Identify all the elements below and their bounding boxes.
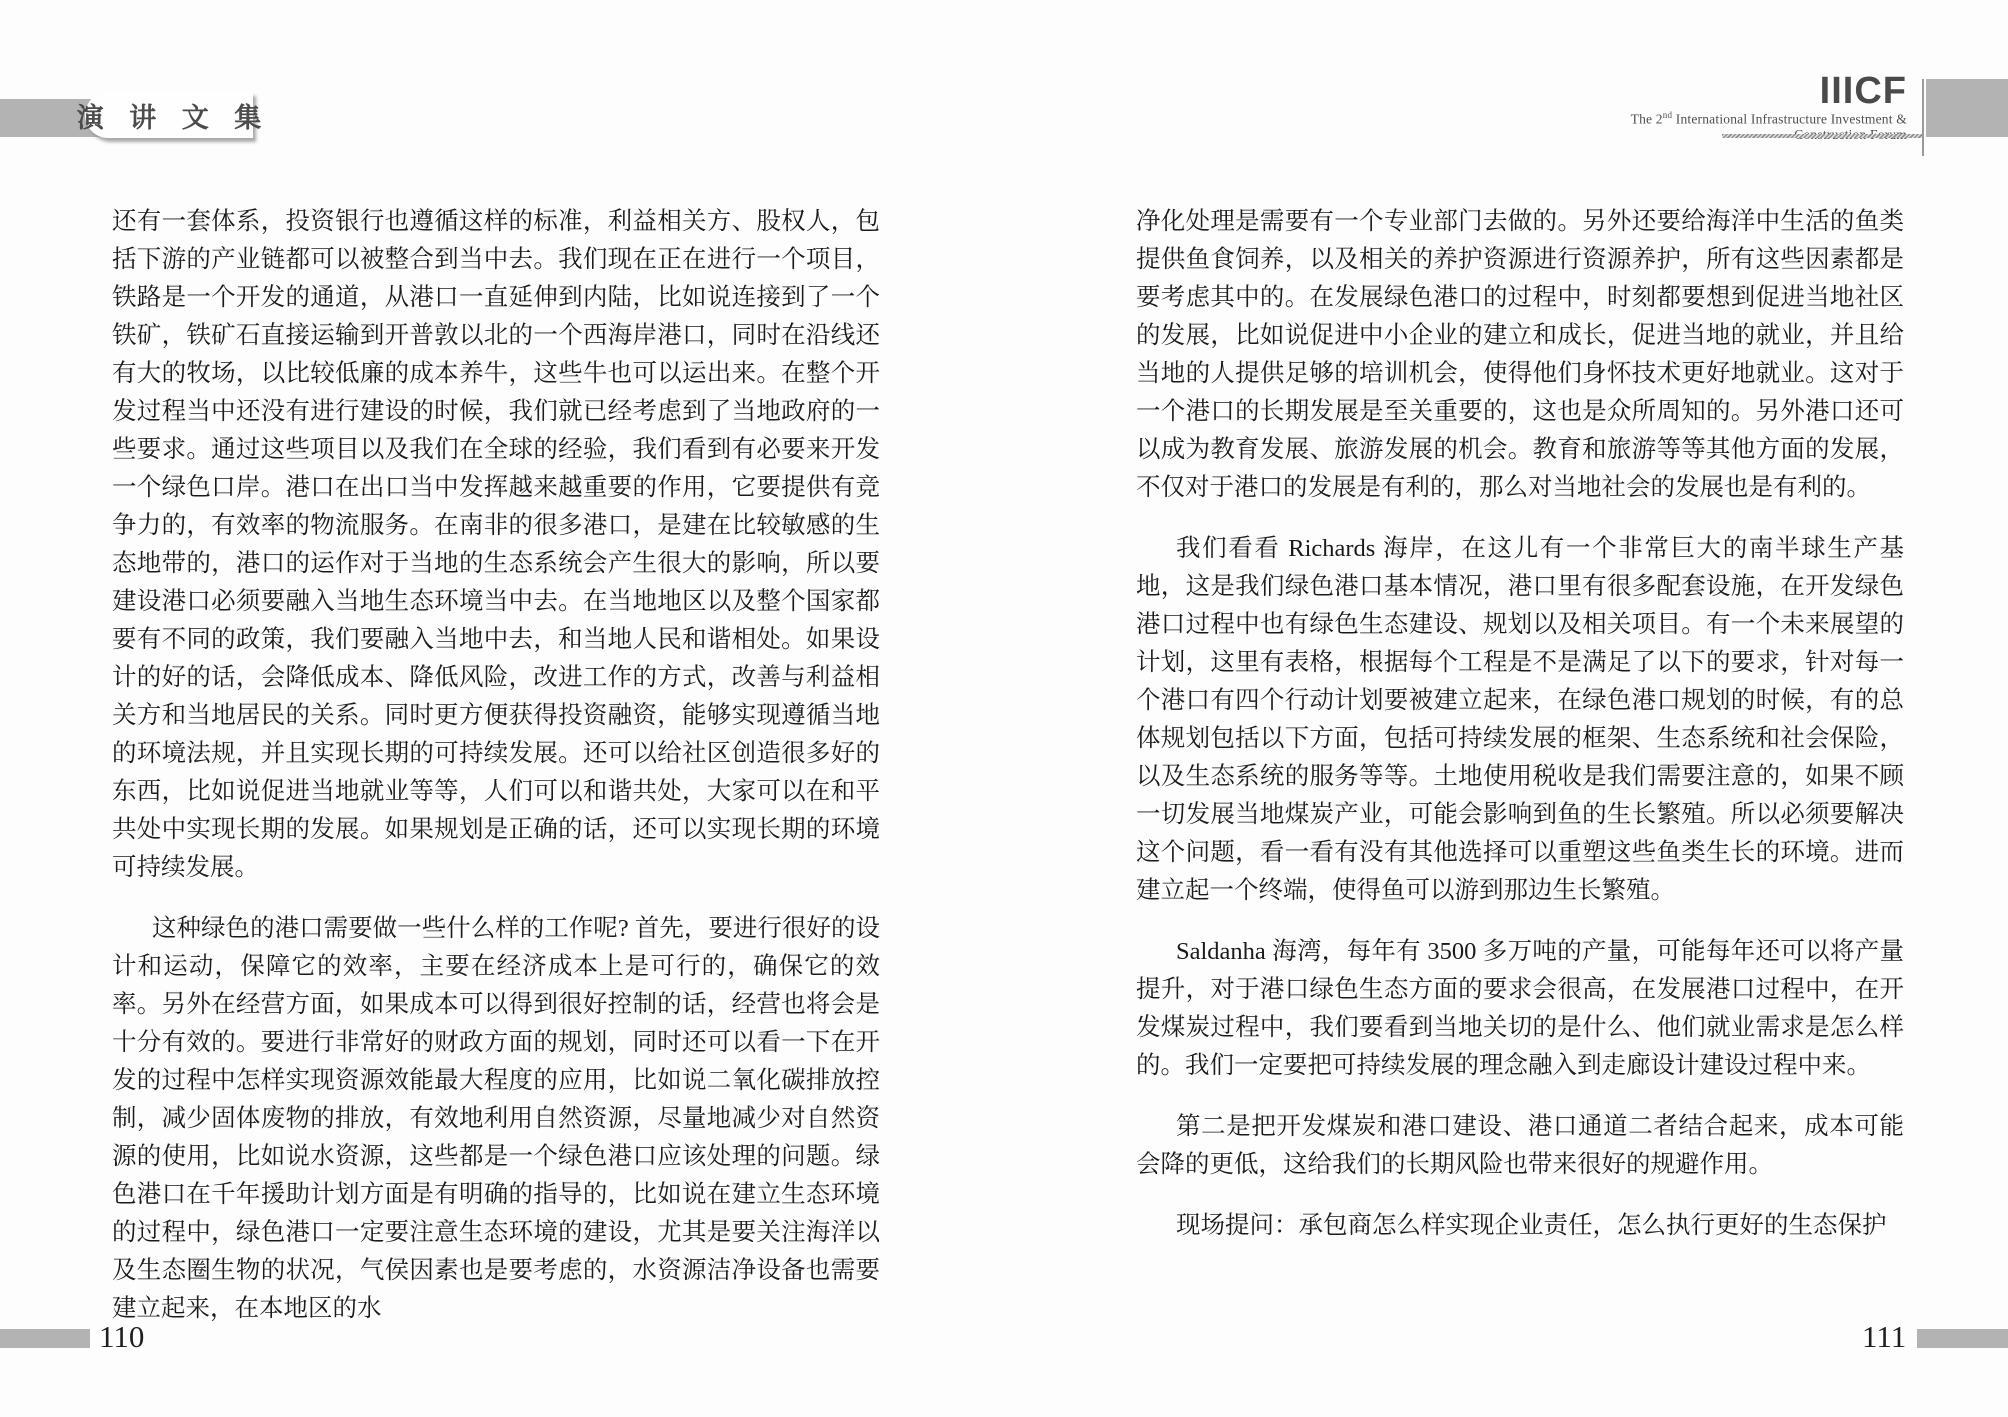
paragraph: 还有一套体系，投资银行也遵循这样的标准，利益相关方、股权人，包括下游的产业链都可以被整合到当中去。我们现在正在进行一个项目，铁路是一个开发的通道，从港口一直延伸到内陆，比如说连接到了一个铁矿，铁矿石直接运输到开普敦以北的一个西海岸港口，同时在沿线还有大的牧场，以比较低廉的成本养牛，这些牛也可以运出来。在整个开发过程当中还没有进行建设的时候，我们就已经考虑到了当地政府的一些要求。通过这些项目以及我们在全球的经验，我们看到有必要来开发一个绿色口岸。港口在出口当中发挥越来越重要的作用，它要提供有竞争力的，有效率的物流服务。在南非的很多港口，是建在比较敏感的生态地带的，港口的运作对于当地的生态系统会产生很大的影响，所以要建设港口必须要融入当地生态环境当中去。在当地地区以及整个国家都要有不同的政策，我们要融入当地中去，和当地人民和谐相处。如果设计的好的话，会降低成本、降低风险，改进工作的方式，改善与利益相关方和当地居民的关系。同时更方便获得投资融资，能够实现遵循当地的环境法规，并且实现长期的可持续发展。还可以给社区创造很多好的东西，比如说促进当地就业等等，人们可以和谐共处，大家可以在和平共处中实现长期的发展。如果规划是正确的话，还可以实现长期的环境可持续发展。: [112, 208, 880, 881]
page-title: 演 讲 文 集: [76, 102, 271, 133]
paragraph: 第二是把开发煤炭和港口建设、港口通道二者结合起来，成本可能会降的更低，这给我们的长期风险也带来很好的规避作用。: [1136, 1113, 1904, 1178]
logo-underline-rule: [1722, 134, 1923, 138]
iiicf-logo-text: IIICF: [1819, 70, 1907, 112]
logo-subtitle-superscript: nd: [1662, 110, 1673, 120]
iiicf-logo: [1630, 70, 1907, 143]
right-page-text-column: [1136, 203, 1904, 1245]
left-page-text-column: [112, 203, 880, 1328]
right-header-band: [1926, 79, 2008, 137]
paragraph: 我们看看 Richards 海岸，在这儿有一个非常巨大的南半球生产基地，这是我们绿色港口基本情况，港口里有很多配套设施，在开发绿色港口过程中也有绿色生态建设、规划以及相关项目。有一个未来展望的计划，这里有表格，根据每个工程是不是满足了以下的要求，针对每一个港口有四个行动计划要被建立起来，在绿色港口规划的时候，有的总体规划包括以下方面，包括可持续发展的框架、生态系统和社会保险，以及生态系统的服务等等。土地使用税收是我们需要注意的，如果不顾一切发展当地煤炭产业，可能会影响到鱼的生长繁殖。所以必须要解决这个问题，看一看有没有其他选择可以重塑这些鱼类生长的环境。进而建立起一个终端，使得鱼可以游到那边生长繁殖。: [1136, 535, 1904, 904]
left-header-title-pill: [76, 92, 271, 138]
right-footer-band: [1917, 1329, 2008, 1348]
left-footer-band: [0, 1329, 90, 1348]
paragraph: 现场提问：承包商怎么样实现企业责任，怎么执行更好的生态保护: [1176, 1212, 1887, 1239]
paragraph: 这种绿色的港口需要做一些什么样的工作呢? 首先，要进行很好的设计和运动，保障它的效率，主要在经济成本上是可行的，确保它的效率。另外在经营方面，如果成本可以得到很好控制的话，经营也将会是十分有效的。要进行非常好的财政方面的规划，同时还可以看一下在开发的过程中怎样实现资源效能最大程度的应用，比如说二氧化碳排放控制，减少固体废物的排放，有效地利用自然资源，尽量地减少对自然资源的使用，比如说水资源，这些都是一个绿色港口应该处理的问题。绿色港口在千年援助计划方面是有明确的指导的，比如说在建立生态环境的过程中，绿色港口一定要注意生态环境的建设，尤其是要关注海洋以及生态圈生物的状况，气侯因素也是要考虑的，水资源洁净设备也需要建立起来，在本地区的水: [112, 915, 880, 1322]
logo-vertical-rule: [1922, 79, 1924, 156]
left-page-number: 110: [99, 1319, 145, 1354]
paragraph: 净化处理是需要有一个专业部门去做的。另外还要给海洋中生活的鱼类提供鱼食饲养，以及相关的养护资源进行资源养护，所有这些因素都是要考虑其中的。在发展绿色港口的过程中，时刻都要想到促进当地社区的发展，比如说促进中小企业的建立和成长，促进当地的就业，并且给当地的人提供足够的培训机会，使得他们身怀技术更好地就业。这对于一个港口的长期发展是至关重要的，这也是众所周知的。另外港口还可以成为教育发展、旅游发展的机会。教育和旅游等等其他方面的发展，不仅对于港口的发展是有利的，那么对当地社会的发展也是有利的。: [1136, 208, 1904, 501]
logo-subtitle-rest: International Infrastructure Investment &: [1672, 111, 1907, 127]
paragraph: Saldanha 海湾，每年有 3500 多万吨的产量，可能每年还可以将产量提升，对于港口绿色生态方面的要求会很高，在发展港口过程中，在开发煤炭过程中，我们要看到当地关切的是什么、他们就业需求是怎么样的。我们一定要把可持续发展的理念融入到走廊设计建设过程中来。: [1136, 938, 1904, 1079]
logo-subtitle-prefix: The 2: [1630, 111, 1663, 127]
right-page-number: 111: [1862, 1319, 1907, 1354]
logo-subtitle-line1: [1631, 108, 1907, 127]
